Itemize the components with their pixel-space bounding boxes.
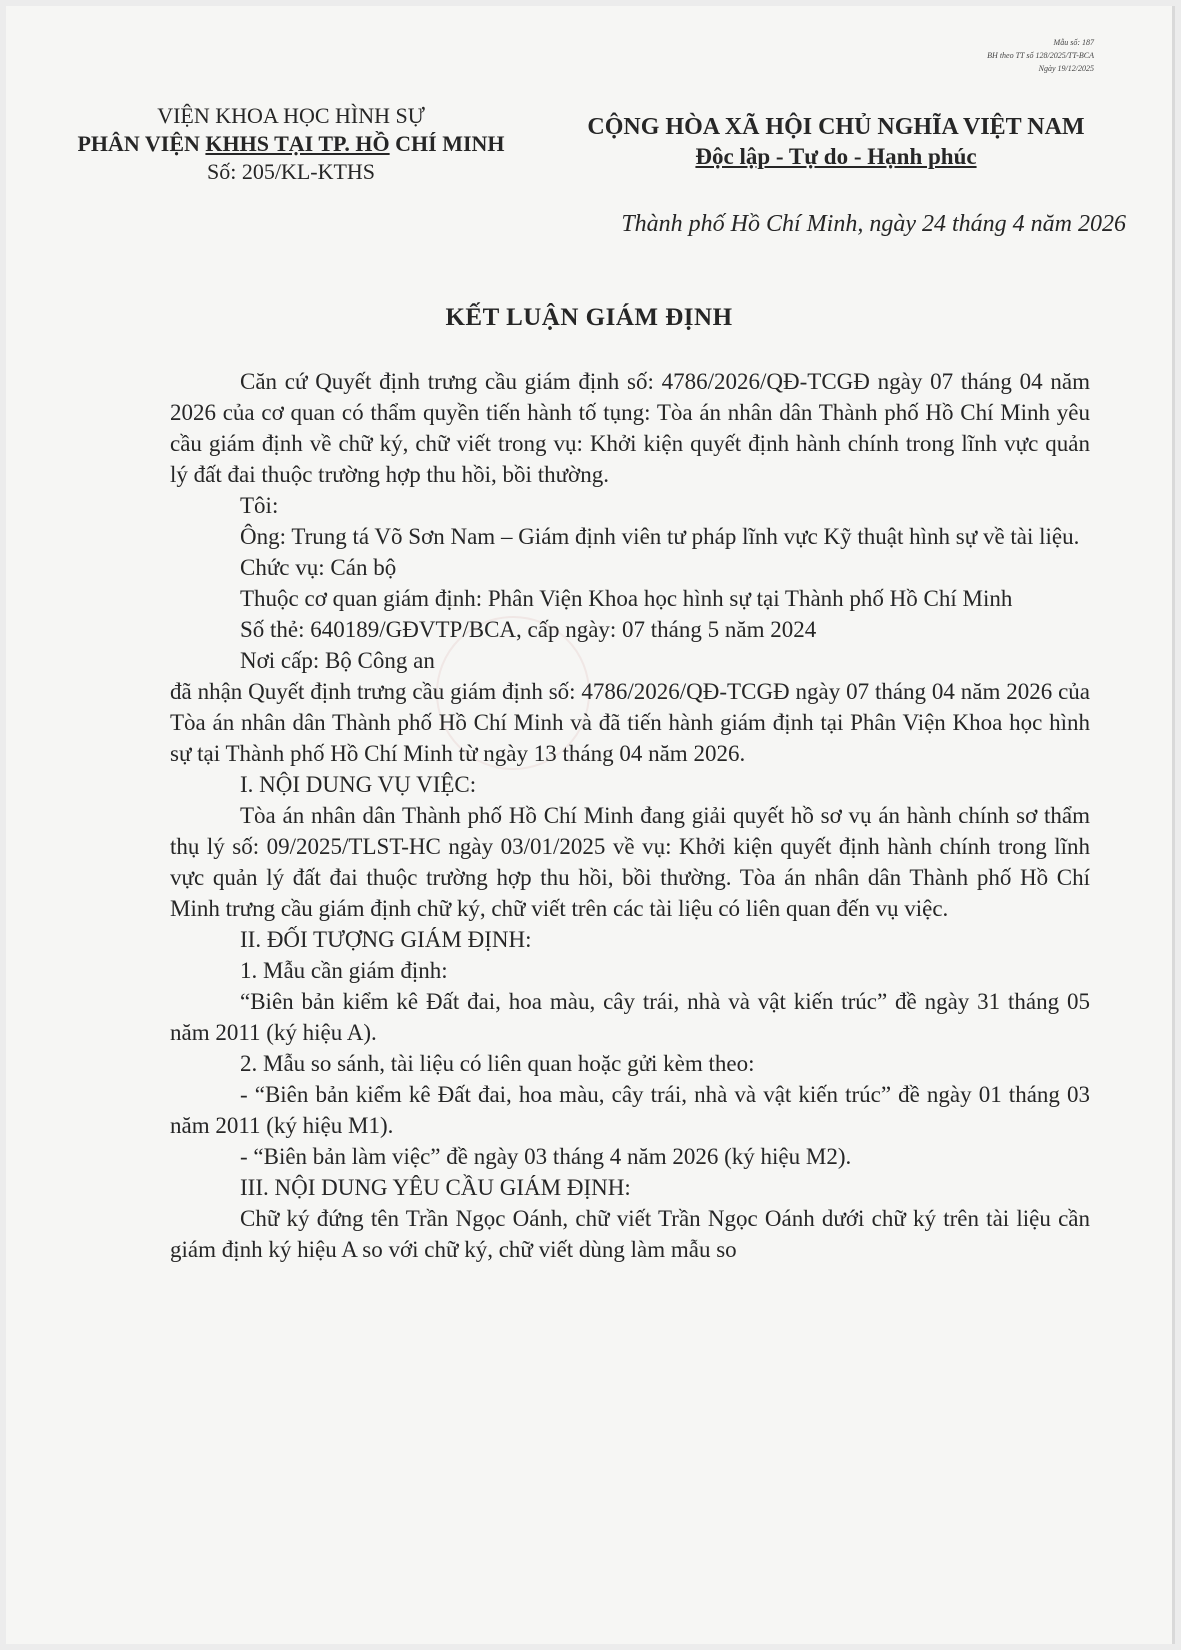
section-heading: III. NỘI DUNG YÊU CẦU GIÁM ĐỊNH: xyxy=(240,1175,631,1200)
body-paragraph: Căn cứ Quyết định trưng cầu giám định số: 4786/2026/QĐ-TCGĐ ngày 07 tháng 04 năm 2026 của cơ quan có thẩm quyền tiến hành tố tụng: Tòa án nhân dân Thành phố Hồ Chí Minh yêu cầu giám định về chữ ký, chữ viết trong vụ: Khởi kiện quyết định hành chính trong lĩnh vực quản lý đất đai thuộc trường hợp thu hồi, bồi thường. xyxy=(170,369,1090,487)
document-page xyxy=(6,6,1175,1644)
place-and-date: Thành phố Hồ Chí Minh, ngày 24 tháng 4 năm 2026 xyxy=(621,211,1126,237)
form-note-line: Mẫu số: 187 xyxy=(1053,38,1094,47)
body-paragraph: - “Biên bản kiểm kê Đất đai, hoa màu, cây trái, nhà và vật kiến trúc” đề ngày 01 tháng 03 năm 2011 (ký hiệu M1). xyxy=(170,1082,1090,1138)
parent-organization: VIỆN KHOA HỌC HÌNH SỰ xyxy=(157,103,425,128)
body-paragraph: Số thẻ: 640189/GĐVTP/BCA, cấp ngày: 07 tháng 5 năm 2024 xyxy=(240,617,817,642)
body-paragraph: 2. Mẫu so sánh, tài liệu có liên quan hoặc gửi kèm theo: xyxy=(240,1051,755,1076)
section-heading: II. ĐỐI TƯỢNG GIÁM ĐỊNH: xyxy=(240,927,532,952)
body-paragraph: “Biên bản kiểm kê Đất đai, hoa màu, cây trái, nhà và vật kiến trúc” đề ngày 31 tháng 05 năm 2011 (ký hiệu A). xyxy=(170,989,1090,1045)
body-paragraph: Chức vụ: Cán bộ xyxy=(240,555,397,580)
section-heading: I. NỘI DUNG VỤ VIỆC: xyxy=(240,772,477,797)
body-paragraph: Tòa án nhân dân Thành phố Hồ Chí Minh đang giải quyết hồ sơ vụ án hành chính sơ thẩm thụ lý số: 09/2025/TLST-HC ngày 03/01/2025 về vụ: Khởi kiện quyết định hành chính trong lĩnh vực quản lý đất đai thuộc trường hợp thu hồi, bồi thường. Tòa án nhân dân Thành phố Hồ Chí Minh trưng cầu giám định chữ ký, chữ viết trên các tài liệu có liên quan đến vụ việc. xyxy=(170,803,1090,921)
body-paragraph: - “Biên bản làm việc” đề ngày 03 tháng 4 năm 2026 (ký hiệu M2). xyxy=(240,1144,852,1169)
org-name-part: CHÍ MINH xyxy=(389,131,505,156)
issuing-agency-header xyxy=(36,102,546,186)
document-number: Số: 205/KL-KTHS xyxy=(206,159,376,184)
national-motto: Độc lập - Tự do - Hạnh phúc xyxy=(695,144,977,169)
org-name-part: PHÂN VIỆN xyxy=(77,131,206,156)
form-reference-note xyxy=(987,36,1094,75)
body-paragraph: Thuộc cơ quan giám định: Phân Viện Khoa học hình sự tại Thành phố Hồ Chí Minh xyxy=(240,586,1013,611)
body-paragraph: đã nhận Quyết định trưng cầu giám định số: 4786/2026/QĐ-TCGĐ ngày 07 tháng 04 năm 2026 của Tòa án nhân dân Thành phố Hồ Chí Minh và đã tiến hành giám định tại Phân Viện Khoa học hình sự tại Thành phố Hồ Chí Minh từ ngày 13 tháng 04 năm 2026. xyxy=(170,679,1090,766)
body-paragraph: Ông: Trung tá Võ Sơn Nam – Giám định viên tư pháp lĩnh vực Kỹ thuật hình sự về tài liệu. xyxy=(240,524,1080,549)
body-paragraph: Chữ ký đứng tên Trần Ngọc Oánh, chữ viết Trần Ngọc Oánh dưới chữ ký trên tài liệu cần giám định ký hiệu A so với chữ ký, chữ viết dùng làm mẫu so xyxy=(170,1206,1090,1262)
national-title: CỘNG HÒA XÃ HỘI CHỦ NGHĨA VIỆT NAM xyxy=(587,114,1085,140)
body-paragraph: Tôi: xyxy=(240,493,279,518)
org-name-underlined: KHHS TẠI TP. HỒ xyxy=(205,131,390,156)
form-note-line: Ngày 19/12/2025 xyxy=(1038,64,1094,73)
body-paragraph: Nơi cấp: Bộ Công an xyxy=(240,648,435,673)
document-body xyxy=(170,366,1090,1265)
document-title: KẾT LUẬN GIÁM ĐỊNH xyxy=(445,304,733,331)
issuing-organization xyxy=(36,130,546,158)
national-header xyxy=(566,112,1106,172)
body-paragraph: 1. Mẫu cần giám định: xyxy=(240,958,448,983)
form-note-line: BH theo TT số 128/2025/TT-BCA xyxy=(987,51,1094,60)
